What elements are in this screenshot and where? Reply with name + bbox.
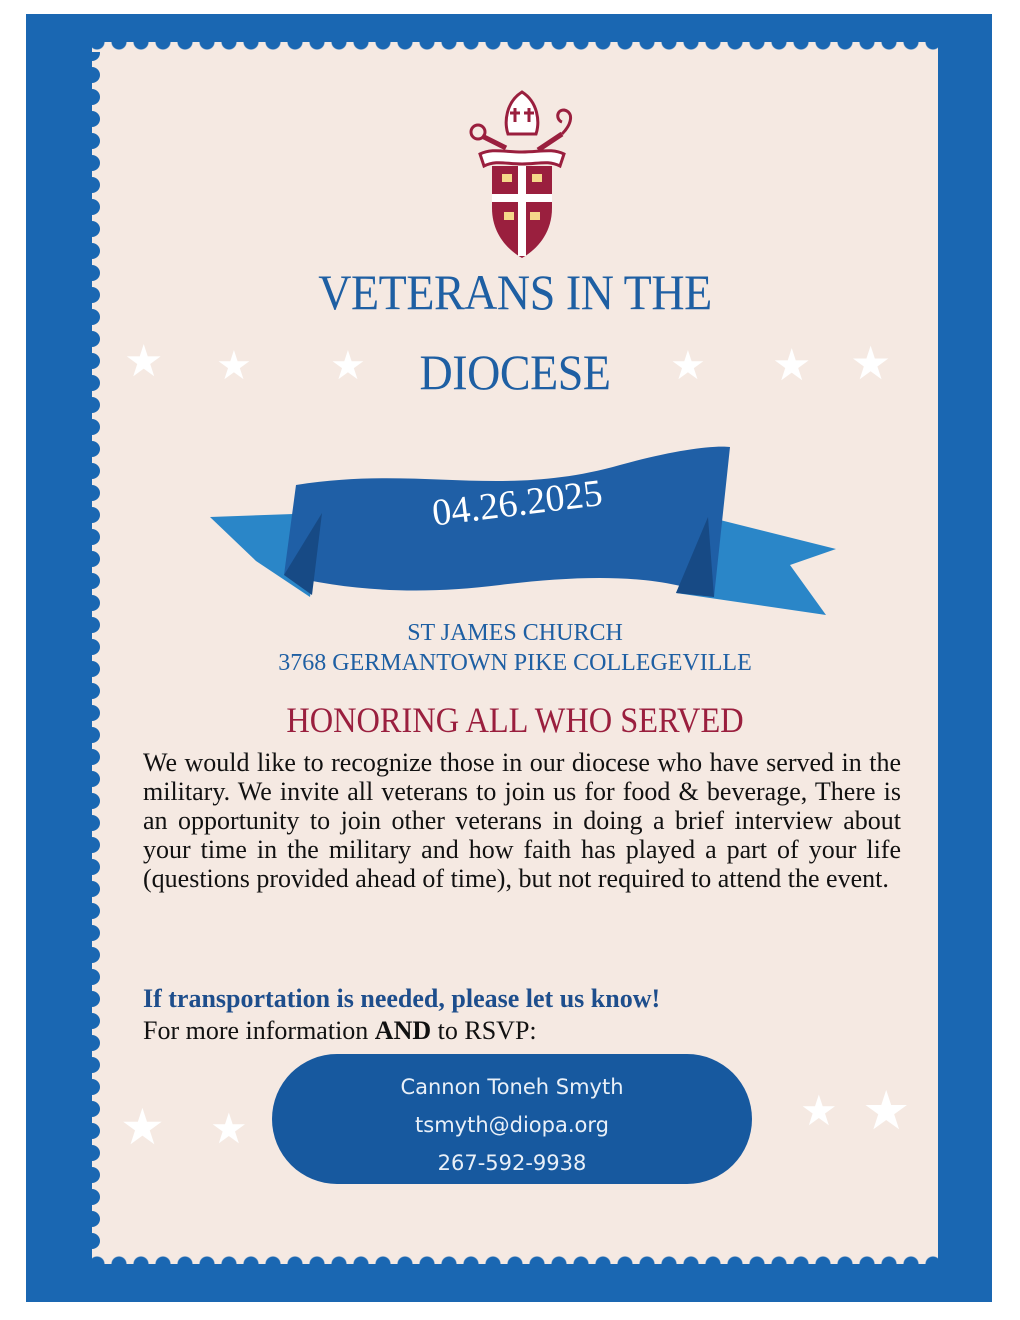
star-icon: ★ xyxy=(800,1086,838,1135)
rsvp-suffix: to RSVP: xyxy=(431,1016,537,1045)
star-icon: ★ xyxy=(120,1098,165,1156)
contact-pill xyxy=(272,1054,752,1184)
star-icon: ★ xyxy=(850,336,892,390)
star-icon: ★ xyxy=(124,336,164,387)
ribbon-banner xyxy=(200,425,840,615)
title-line-2: DIOCESE xyxy=(419,344,611,400)
venue-name: ST JAMES CHURCH xyxy=(407,620,623,646)
star-icon: ★ xyxy=(862,1079,911,1142)
contact-name: Cannon Toneh Smyth xyxy=(400,1075,624,1099)
event-date: 04.26.2025 xyxy=(429,472,605,535)
star-icon: ★ xyxy=(330,343,366,389)
rsvp-line xyxy=(143,1016,537,1046)
star-icon: ★ xyxy=(772,340,812,391)
rsvp-prefix: For more information xyxy=(143,1016,375,1045)
rsvp-emphasis: AND xyxy=(374,1016,432,1045)
star-icon: ★ xyxy=(216,343,252,389)
body-paragraph: We would like to recognize those in our diocese who have served in the military. We invite all veterans to join us for food & beverage, There is an opportunity to join other veterans in doing a brief interview about your time in the military and how faith has played a part of your life (questions provided ahead of time), but not required to attend the event. xyxy=(143,748,901,893)
contact-email[interactable]: tsmyth@diopa.org xyxy=(415,1113,609,1137)
contact-phone[interactable]: 267-592-9938 xyxy=(437,1151,587,1175)
diocese-crest-icon xyxy=(462,88,582,260)
title-line-1: VETERANS IN THE xyxy=(318,264,712,320)
star-icon: ★ xyxy=(670,343,706,389)
transport-note: If transportation is needed, please let us know! xyxy=(143,984,661,1013)
venue-address: 3768 GERMANTOWN PIKE COLLEGEVILLE xyxy=(278,650,752,676)
venue xyxy=(92,618,938,678)
star-icon: ★ xyxy=(210,1104,248,1153)
section-heading: HONORING ALL WHO SERVED xyxy=(286,700,744,740)
